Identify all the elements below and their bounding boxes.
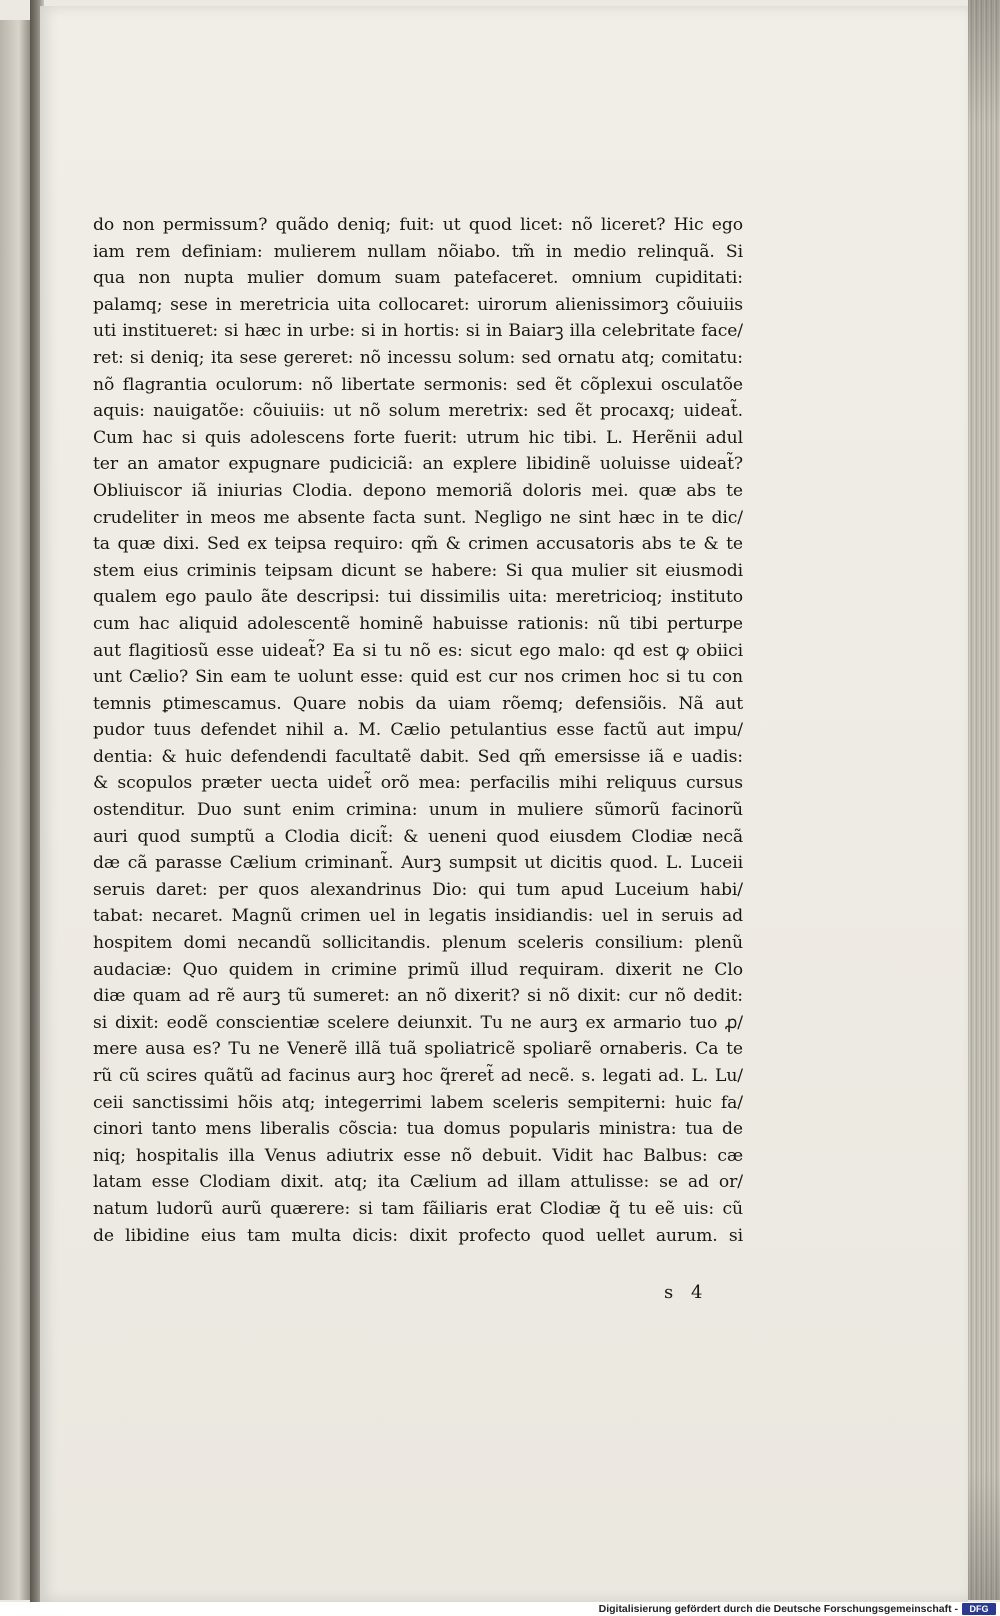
text-line: palamq; sese in meretricia uita collocaret: uirorum alienissimorꝫ cõuiuiis	[93, 294, 743, 315]
signature-mark: s 4	[664, 1282, 709, 1303]
text-line: dentia: & huic defendendi facultatẽ dabit. Sed qm̃ emersisse iã e uadis:	[93, 746, 743, 767]
text-line: crudeliter in meos me absente facta sunt. Negligo ne sint hæc in te dic/	[93, 507, 743, 528]
text-line: ta quæ dixi. Sed ex teipsa requiro: qm̃ & crimen accusatoris abs te & te	[93, 534, 743, 555]
text-line: aquis: nauigatõe: cõuiuiis: ut nõ solum meretrix: sed ẽt procaxq; uideat̃.	[93, 401, 743, 422]
text-line: audaciæ: Quo quidem in crimine primũ illud requiram. dixerit ne Clo	[93, 959, 743, 980]
text-line: ostenditur. Duo sunt enim crimina: unum in muliere sũmorũ facinorũ	[93, 800, 743, 821]
text-line: hospitem domi necandũ sollicitandis. plenum sceleris consilium: plenũ	[93, 933, 743, 954]
text-line: iam rem definiam: mulierem nullam nõiabo. tm̃ in medio relinquã. Si	[93, 241, 743, 262]
text-line: latam esse Clodiam dixit. atq; ita Cælium ad illam attulisse: se ad or/	[93, 1172, 743, 1193]
latin-text-block	[93, 212, 753, 1249]
text-line: uti institueret: si hæc in urbe: si in hortis: si in Baiarꝫ illa celebritate face/	[93, 321, 743, 342]
text-line: ter an amator expugnare pudiciciã: an explere libidinẽ uoluisse uideat̃?	[93, 454, 743, 475]
text-line: Obliuiscor iã iniurias Clodia. depono memoriã doloris mei. quæ abs te	[93, 480, 743, 501]
text-line: temnis ꝑtimescamus. Quare nobis da uiam rõemq; defensiõis. Nã aut	[93, 693, 743, 714]
facing-page-edge	[0, 20, 34, 1600]
footer-credit: Digitalisierung gefördert durch die Deutsche Forschungsgemeinschaft -	[598, 1603, 958, 1615]
text-line: cum hac aliquid adolescentẽ hominẽ habuisse rationis: nũ tibi perturpe	[93, 613, 743, 634]
digitization-footer	[0, 1602, 1000, 1616]
text-line: qualem ego paulo ãte descripsi: tui dissimilis uita: meretricioq; instituto	[93, 587, 743, 608]
text-line: mere ausa es? Tu ne Venerẽ illã tuã spoliatricẽ spoliarẽ ornaberis. Ca te	[93, 1039, 743, 1060]
text-line: dæ cã parasse Cælium criminant̃. Aurꝫ sumpsit ut dicitis quod. L. Luceii	[93, 853, 743, 874]
dfg-logo: DFG	[962, 1603, 996, 1615]
text-line: tabat: necaret. Magnũ crimen uel in legatis insidiandis: uel in seruis ad	[93, 906, 743, 927]
text-line: rũ cũ scires quãtũ ad facinus aurꝫ hoc q̃reret̃ ad necẽ. s. legati ad. L. Lu/	[93, 1066, 743, 1086]
text-line: Cum hac si quis adolescens forte fuerit: utrum hic tibi. L. Herẽnii adul	[93, 427, 743, 448]
text-line: ret: si deniq; ita sese gereret: nõ incessu solum: sed ornatu atq; comitatu:	[93, 347, 743, 368]
text-line: ceii sanctissimi hõis atq; integerrimi labem sceleris sempiterni: huic fa/	[93, 1092, 743, 1113]
text-line: pudor tuus defendet nihil a. M. Cælio petulantius esse factũ aut impu/	[93, 720, 743, 741]
text-line: natum ludorũ aurũ quærere: si tam fãiliaris erat Clodiæ q̃ tu eẽ uis: cũ	[93, 1198, 743, 1219]
text-line: auri quod sumptũ a Clodia dicit̃: & ueneni quod eiusdem Clodiæ necã	[93, 826, 743, 847]
text-line: & scopulos præter uecta uidet̃ orõ mea: perfacilis mihi reliquus cursus	[93, 773, 743, 794]
text-line: nõ flagrantia oculorum: nõ libertate sermonis: sed ẽt cõplexui osculatõe	[93, 374, 743, 395]
book-page	[40, 6, 968, 1602]
text-line: qua non nupta mulier domum suam patefaceret. omnium cupiditati:	[93, 268, 743, 289]
text-line: stem eius criminis teipsam dicunt se habere: Si qua mulier sit eiusmodi	[93, 560, 743, 581]
text-line: unt Cælio? Sin eam te uolunt esse: quid est cur nos crimen hoc si tu con	[93, 667, 743, 688]
text-line: de libidine eius tam multa dicis: dixit profecto quod uellet aurum. si	[93, 1225, 743, 1246]
text-line: si dixit: eodẽ conscientiæ scelere deiunxit. Tu ne aurꝫ ex armario tuo ꝓ/	[93, 1012, 743, 1033]
text-line: diæ quam ad rẽ aurꝫ tũ sumeret: an nõ dixerit? si nõ dixit: cur nõ dedit:	[93, 986, 743, 1007]
text-line: seruis daret: per quos alexandrinus Dio: qui tum apud Luceium habi/	[93, 879, 743, 900]
text-line: cinori tanto mens liberalis cõscia: tua domus popularis ministra: tua de	[93, 1119, 743, 1140]
page-stack-edges	[968, 0, 1000, 1600]
text-line: aut flagitiosũ esse uideat̃? Ea si tu nõ es: sicut ego malo: qd est ꝙ obiici	[93, 640, 743, 661]
text-line: do non permissum? quãdo deniq; fuit: ut quod licet: nõ liceret? Hic ego	[93, 215, 743, 235]
text-line: niq; hospitalis illa Venus adiutrix esse nõ debuit. Vidit hac Balbus: cæ	[93, 1145, 743, 1166]
